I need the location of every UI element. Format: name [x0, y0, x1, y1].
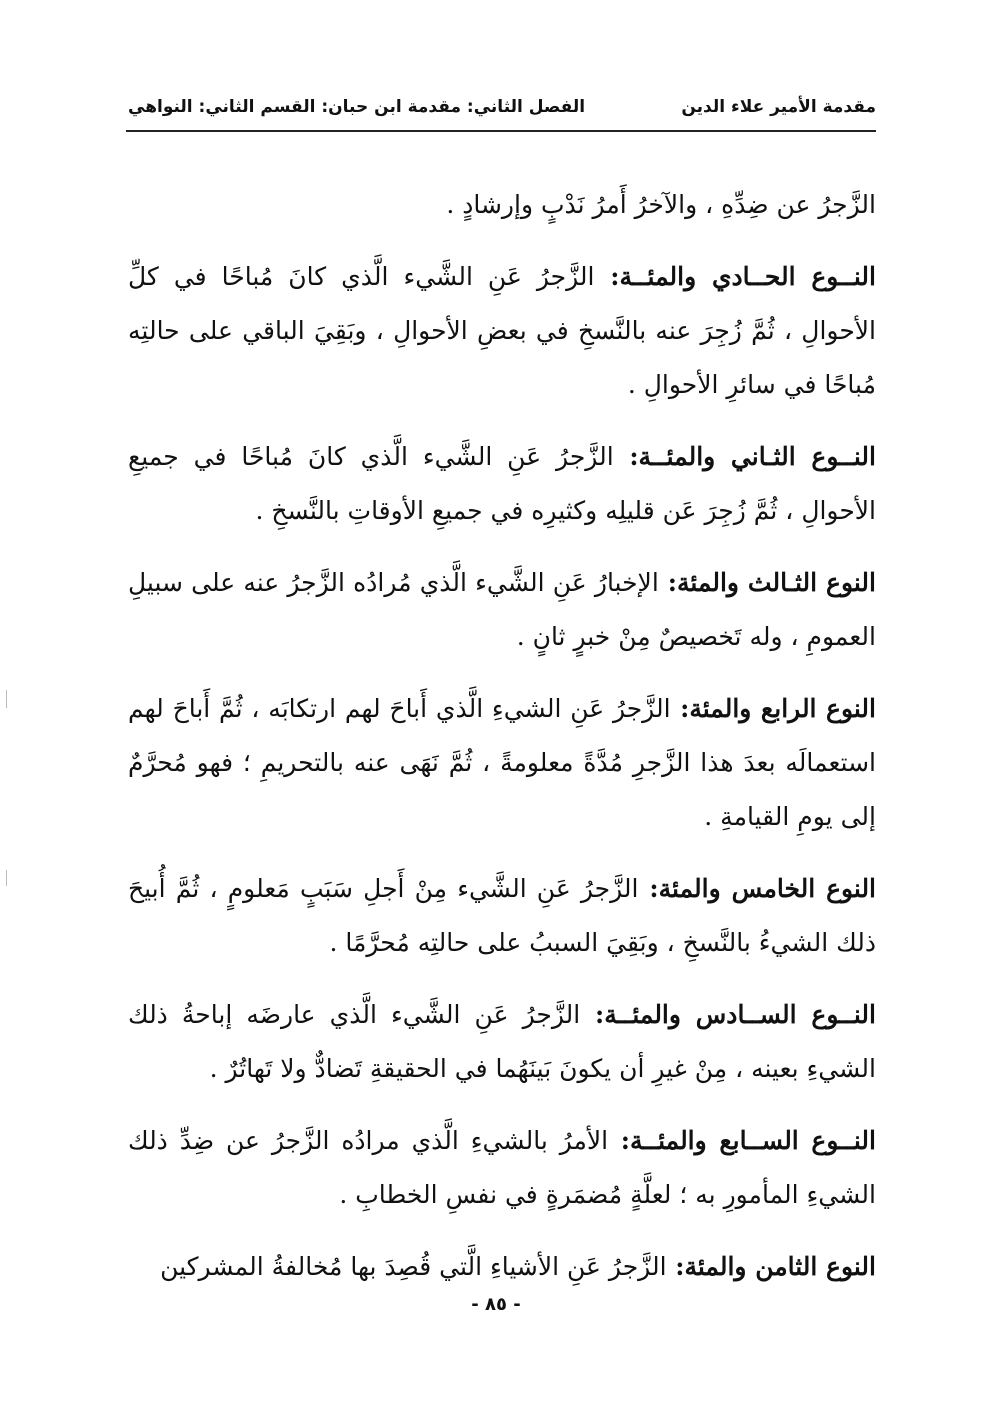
section-text: الزَّجرُ عَنِ الشَّيء مِنْ أَجلِ سَبَبٍ مَعلومٍ ، ثُمَّ أُبيحَ ذلك الشيءُ بالنَّسخِ ، وبَقِيَ السببُ على حالتِه مُحرَّمًا . — [128, 874, 876, 957]
section-text: الزَّجرُ عَنِ الشَّيء الَّذي عارضَه إباحةُ ذلك الشيءِ بعينه ، مِنْ غيرِ أن يكونَ بَينَهُما في الحقيقةِ تَضادٌّ ولا تَهاتُرٌ . — [128, 1000, 876, 1083]
section-text: الإخبارُ عَنِ الشَّيء الَّذي مُرادُه الزَّجرُ عنه على سبيلِ العمومِ ، وله تَخصيصٌ مِنْ خبرٍ ثانٍ . — [128, 568, 876, 651]
paragraph-102: النــوع الثـاني والمئــة: الزَّجرُ عَنِ الشَّيء الَّذي كانَ مُباحًا في جميعِ الأحوالِ ، ثُمَّ زُجِرَ عَن قليلِه وكثيرِه في جميعِ الأوقاتِ بالنَّسخِ . — [128, 442, 876, 525]
paragraph-104: النوع الرابع والمئة: الزَّجرُ عَنِ الشيءِ الَّذي أَباحَ لهم ارتكابَه ، ثُمَّ أَباحَ لهم استعمالَه بعدَ هذا الزَّجرِ مُدَّةً معلومةً ، ثُمَّ نَهَى عنه بالتحريمِ ؛ فهو مُحرَّمٌ إلى يومِ القيامةِ . — [128, 694, 876, 831]
section-text: الزَّجرُ عَنِ الشَّيء الَّذي كانَ مُباحًا في كلِّ الأحوالِ ، ثُمَّ زُجِرَ عنه بالنَّسخِ في بعضِ الأحوالِ ، وبَقِيَ الباقي على حالتِه مُباحًا في سائرِ الأحوالِ . — [128, 262, 876, 399]
paragraph-107: النــوع الســابع والمئــة: الأمرُ بالشيءِ الَّذي مرادُه الزَّجرُ عن ضِدِّ ذلك الشيءِ المأمورِ به ؛ لعلَّةٍ مُضمَرةٍ في نفسِ الخطابِ . — [128, 1126, 876, 1209]
section-heading: النــوع الحــادي والمئــة — [619, 262, 876, 291]
header-book-title: مقدمة الأمير علاء الدين — [681, 97, 876, 117]
paragraph-103: النوع الثـالث والمئة: الإخبارُ عَنِ الشَّيء الَّذي مُرادُه الزَّجرُ عنه على سبيلِ العمومِ ، وله تَخصيصٌ مِنْ خبرٍ ثانٍ . — [128, 568, 876, 651]
section-text: الزَّجرُ عَنِ الشيءِ الَّذي أَباحَ لهم ارتكابَه ، ثُمَّ أَباحَ لهم استعمالَه بعدَ هذا الزَّجرِ مُدَّةً معلومةً ، ثُمَّ نَهَى عنه بالتحريمِ ؛ فهو مُحرَّمٌ إلى يومِ القيامةِ . — [128, 694, 876, 831]
page-number: - ٨٥ - — [471, 1294, 521, 1315]
section-heading: النوع الرابع والمئة — [689, 694, 876, 723]
section-heading: النــوع الســابع والمئــة — [630, 1126, 876, 1155]
paragraph-108: النوع الثامن والمئة: الزَّجرُ عَنِ الأشياءِ الَّتي قُصِدَ بها مُخالفةُ المشركين — [160, 1252, 876, 1281]
scan-margin-mark — [6, 870, 7, 886]
section-heading: النوع الخامس والمئة — [658, 874, 877, 903]
section-text: الزَّجرُ عَنِ الشَّيء الَّذي كانَ مُباحًا في جميعِ الأحوالِ ، ثُمَّ زُجِرَ عَن قليلِه وكثيرِه في جميعِ الأوقاتِ بالنَّسخِ . — [128, 442, 876, 525]
section-heading: النوع الثامن والمئة — [684, 1252, 876, 1281]
continuation-paragraph: الزَّجرُ عن ضِدِّهِ ، والآخرُ أَمرُ نَدْبٍ وإرشادٍ . — [446, 190, 876, 219]
running-header — [128, 92, 876, 122]
paragraph-101: النــوع الحــادي والمئــة: الزَّجرُ عَنِ الشَّيء الَّذي كانَ مُباحًا في كلِّ الأحوالِ ، ثُمَّ زُجِرَ عنه بالنَّسخِ في بعضِ الأحوالِ ، وبَقِيَ الباقي على حالتِه مُباحًا في سائرِ الأحوالِ . — [128, 262, 876, 399]
section-text: الأمرُ بالشيءِ الَّذي مرادُه الزَّجرُ عن ضِدِّ ذلك الشيءِ المأمورِ به ؛ لعلَّةٍ مُضمَرةٍ في نفسِ الخطابِ . — [128, 1126, 876, 1209]
section-heading: النــوع الســادس والمئــة — [604, 1000, 876, 1029]
header-divider — [126, 130, 876, 132]
page-body — [128, 178, 876, 1312]
section-text: الزَّجرُ عَنِ الأشياءِ الَّتي قُصِدَ بها مُخالفةُ المشركين — [160, 1252, 667, 1281]
section-heading: النــوع الثـاني والمئــة — [638, 442, 876, 471]
header-chapter-title: الفصل الثاني: مقدمة ابن حبان: القسم الثاني: النواهي — [128, 97, 586, 117]
section-heading: النوع الثـالث والمئة — [676, 568, 876, 597]
scan-margin-mark — [6, 690, 7, 708]
paragraph-106: النــوع الســادس والمئــة: الزَّجرُ عَنِ الشَّيء الَّذي عارضَه إباحةُ ذلك الشيءِ بعينه ، مِنْ غيرِ أن يكونَ بَينَهُما في الحقيقةِ تَضادٌّ ولا تَهاتُرٌ . — [128, 1000, 876, 1083]
paragraph-105: النوع الخامس والمئة: الزَّجرُ عَنِ الشَّيء مِنْ أَجلِ سَبَبٍ مَعلومٍ ، ثُمَّ أُبيحَ ذلك الشيءُ بالنَّسخِ ، وبَقِيَ السببُ على حالتِه مُحرَّمًا . — [128, 874, 877, 957]
